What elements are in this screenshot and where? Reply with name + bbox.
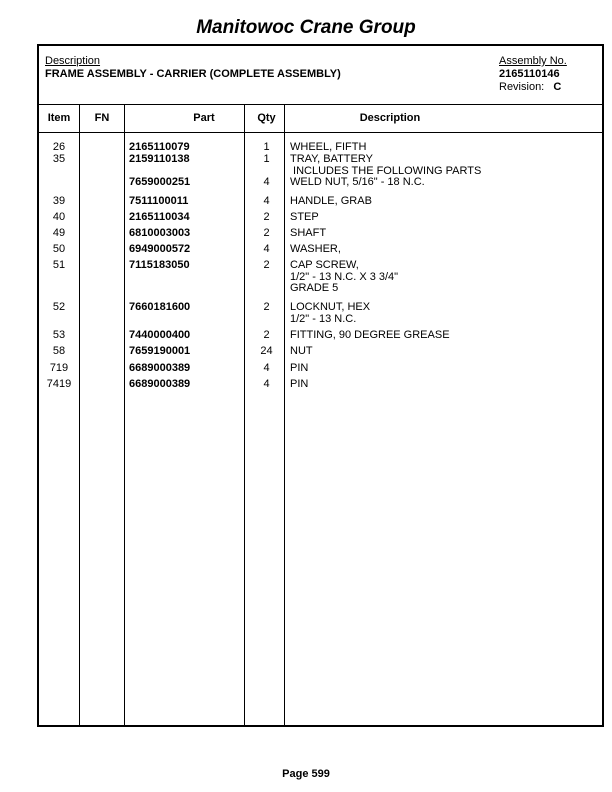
part-number-cell: 6949000572 xyxy=(129,243,191,255)
part-number-cell: 7659000251 xyxy=(129,176,191,188)
page-number: Page 599 xyxy=(282,768,330,780)
description-cell: PIN xyxy=(290,378,309,390)
qty-cell: 4 xyxy=(263,176,270,188)
col-qty: Qty xyxy=(257,112,276,124)
item-cell: 40 xyxy=(52,211,66,223)
revision-label: Revision: xyxy=(499,81,545,93)
col-part: Part xyxy=(193,112,215,124)
col-fn: FN xyxy=(94,112,110,124)
part-number-cell: 6689000389 xyxy=(129,378,191,390)
part-number-cell: 7660181600 xyxy=(129,301,191,313)
item-cell: 35 xyxy=(52,153,66,165)
qty-cell: 4 xyxy=(263,378,270,390)
assembly-description: FRAME ASSEMBLY - CARRIER (COMPLETE ASSEMBLY) xyxy=(45,68,341,80)
part-number-cell: 7440000400 xyxy=(129,329,191,341)
description-label: Description xyxy=(45,55,101,67)
item-cell: 719 xyxy=(49,362,69,374)
description-cell: WELD NUT, 5/16" - 18 N.C. xyxy=(290,176,425,188)
description-cell: WHEEL, FIFTH xyxy=(290,141,367,153)
description-cell: SHAFT xyxy=(290,227,327,239)
description-cell: WASHER, xyxy=(290,243,341,255)
qty-cell: 4 xyxy=(263,362,270,374)
parts-list-frame xyxy=(37,44,604,727)
item-cell: 26 xyxy=(52,141,66,153)
description-cell: STEP xyxy=(290,211,319,223)
item-cell: 39 xyxy=(52,195,66,207)
item-cell: 51 xyxy=(52,259,66,271)
qty-cell: 24 xyxy=(260,345,273,357)
divider xyxy=(244,104,245,725)
col-item: Item xyxy=(47,112,71,124)
part-number-cell: 7659190001 xyxy=(129,345,191,357)
divider xyxy=(284,104,285,725)
description-cell: HANDLE, GRAB xyxy=(290,195,372,207)
divider xyxy=(124,104,125,725)
assembly-number-label: Assembly No. xyxy=(499,55,567,67)
qty-cell: 2 xyxy=(263,211,270,223)
revision-value: C xyxy=(553,81,562,93)
description-cell: FITTING, 90 DEGREE GREASE xyxy=(290,329,450,341)
part-number-cell: 2159110138 xyxy=(129,153,190,165)
part-number-cell: 7511100011 xyxy=(129,195,189,207)
qty-cell: 1 xyxy=(263,141,270,153)
qty-cell: 1 xyxy=(263,153,270,165)
part-number-cell: 7115183050 xyxy=(129,259,190,271)
qty-cell: 2 xyxy=(263,329,270,341)
assembly-header xyxy=(39,46,602,105)
part-number-cell: 2165110079 xyxy=(129,141,190,153)
part-number-cell: 6689000389 xyxy=(129,362,191,374)
assembly-number: 2165110146 xyxy=(499,68,560,80)
description-cell: LOCKNUT, HEX 1/2" - 13 N.C. xyxy=(290,301,371,325)
revision-line xyxy=(499,81,567,94)
qty-cell: 2 xyxy=(263,227,270,239)
qty-cell: 4 xyxy=(263,243,270,255)
part-number-cell: 6810003003 xyxy=(129,227,191,239)
item-cell: 7419 xyxy=(46,378,72,390)
item-cell: 58 xyxy=(52,345,66,357)
company-title: Manitowoc Crane Group xyxy=(196,17,416,38)
item-cell: 49 xyxy=(52,227,66,239)
item-cell: 50 xyxy=(52,243,66,255)
qty-cell: 4 xyxy=(263,195,270,207)
qty-cell: 2 xyxy=(263,301,270,313)
qty-cell: 2 xyxy=(263,259,270,271)
col-description: Description xyxy=(359,112,421,124)
description-cell: TRAY, BATTERY INCLUDES THE FOLLOWING PARTS xyxy=(290,153,482,177)
item-cell: 53 xyxy=(52,329,66,341)
divider xyxy=(79,104,80,725)
item-cell: 52 xyxy=(52,301,66,313)
description-cell: NUT xyxy=(290,345,313,357)
part-number-cell: 2165110034 xyxy=(129,211,190,223)
description-cell: CAP SCREW, 1/2" - 13 N.C. X 3 3/4" GRADE 5 xyxy=(290,259,399,294)
description-cell: PIN xyxy=(290,362,309,374)
